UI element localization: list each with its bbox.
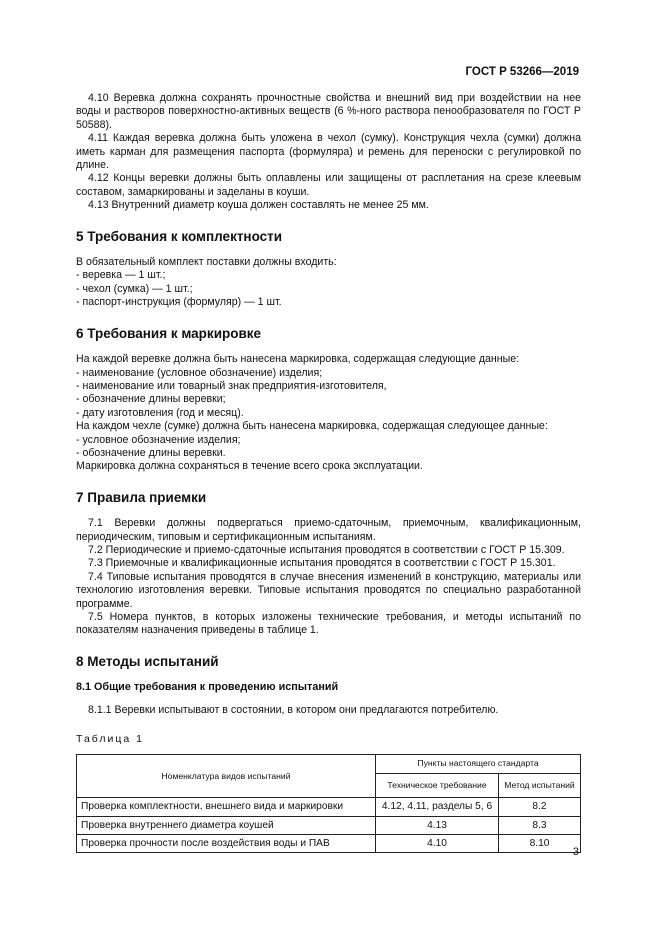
list-item: - условное обозначение изделия; bbox=[76, 433, 241, 446]
subsection-8-1-heading: 8.1 Общие требования к проведению испытаний bbox=[76, 681, 339, 694]
cell-method: 8.10 bbox=[499, 835, 581, 853]
list-item: - наименование (условное обозначение) изделия; bbox=[76, 366, 323, 379]
paragraph-4-13: 4.13 Внутренний диаметр коуша должен составлять не менее 25 мм. bbox=[88, 199, 429, 212]
paragraph-7-5: 7.5 Номера пунктов, в которых изложены технические требования, и методы испытаний по показателям назначения приведены в таблице 1. bbox=[76, 611, 581, 637]
table-row bbox=[77, 798, 581, 816]
section-5-heading: 5 Требования к комплектности bbox=[76, 228, 283, 244]
paragraph-7-2: 7.2 Периодические и приемо-сдаточные испытания проводятся в соответствии с ГОСТ Р 15.309. bbox=[88, 543, 565, 556]
cell-test-name: Проверка прочности после воздействия воды и ПАВ bbox=[77, 835, 376, 853]
section-6-outro: Маркировка должна сохраняться в течение всего срока эксплуатации. bbox=[76, 460, 423, 473]
header-method: Метод испытаний bbox=[499, 773, 581, 797]
table-row bbox=[77, 835, 581, 853]
list-item: - веревка — 1 шт.; bbox=[76, 269, 166, 282]
list-item: - обозначение длины веревки. bbox=[76, 446, 226, 459]
document-body bbox=[76, 92, 581, 853]
paragraph-7-3: 7.3 Приемочные и квалификационные испытания проводятся в соответствии с ГОСТ Р 15.301. bbox=[88, 557, 556, 570]
section-7-heading: 7 Правила приемки bbox=[76, 489, 207, 505]
section-6-intro: На каждой веревке должна быть нанесена маркировка, содержащая следующие данные: bbox=[76, 353, 520, 366]
list-item: - паспорт-инструкция (формуляр) — 1 шт. bbox=[76, 296, 282, 309]
cell-requirement: 4.13 bbox=[376, 816, 499, 834]
cell-method: 8.2 bbox=[499, 798, 581, 816]
header-test-type: Номенклатура видов испытаний bbox=[77, 755, 376, 798]
section-6-intro-2: На каждом чехле (сумке) должна быть нанесена маркировка, содержащая следующее данные: bbox=[76, 420, 548, 433]
paragraph-8-1-1: 8.1.1 Веревки испытывают в состоянии, в котором они предлагаются потребителю. bbox=[88, 703, 499, 716]
paragraph-7-4: 7.4 Типовые испытания проводятся в случае внесения изменений в конструкцию, материалы или технологию изготовления веревки. Типовые испытания проводятся по специально разработанной программе. bbox=[76, 570, 581, 610]
list-item: - обозначение длины веревки; bbox=[76, 393, 226, 406]
section-5-intro: В обязательный комплект поставки должны входить: bbox=[76, 256, 337, 269]
paragraph-4-12: 4.12 Концы веревки должны быть оплавлены или защищены от расплетания на срезе клеевым составом, замаркированы и заделаны в коуши. bbox=[76, 172, 581, 198]
section-8-heading: 8 Методы испытаний bbox=[76, 653, 219, 669]
list-item: - чехол (сумка) — 1 шт.; bbox=[76, 282, 193, 295]
paragraph-4-10: 4.10 Веревка должна сохранять прочностные свойства и внешний вид при воздействии на нее воды и растворов поверхностно-активных веществ (6 %-ного раствора пенообразователя по ГОСТ Р 50588). bbox=[76, 92, 581, 131]
paragraph-4-11: 4.11 Каждая веревка должна быть уложена в чехол (сумку). Конструкция чехла (сумки) должна иметь карман для размещения паспорта (формуляра) и ремень для переноски с регулировкой по длине. bbox=[76, 132, 581, 172]
cell-test-name: Проверка внутреннего диаметра коушей bbox=[77, 816, 376, 834]
cell-test-name: Проверка комплектности, внешнего вида и маркировки bbox=[77, 798, 376, 816]
header-standard-points: Пункты настоящего стандарта bbox=[376, 755, 581, 773]
list-item: - наименование или товарный знак предприятия-изготовителя, bbox=[76, 379, 387, 392]
cell-requirement: 4.10 bbox=[376, 835, 499, 853]
page-number: 3 bbox=[572, 846, 579, 858]
standard-code: ГОСТ Р 53266—2019 bbox=[465, 66, 579, 78]
paragraph-7-1: 7.1 Веревки должны подвергаться приемо-сдаточным, приемочным, квалификационным, периодическим, типовым и сертификационным испытаниям. bbox=[76, 517, 581, 543]
test-methods-table bbox=[76, 754, 581, 853]
header-requirement: Техническое требование bbox=[376, 773, 499, 797]
cell-requirement: 4.12, 4.11, разделы 5, 6 bbox=[376, 798, 499, 816]
table-caption: Таблица 1 bbox=[76, 733, 144, 746]
section-6-heading: 6 Требования к маркировке bbox=[76, 325, 262, 341]
list-item: - дату изготовления (год и месяц). bbox=[76, 406, 244, 419]
table-header-row bbox=[77, 755, 581, 773]
table-row bbox=[77, 816, 581, 834]
cell-method: 8.3 bbox=[499, 816, 581, 834]
